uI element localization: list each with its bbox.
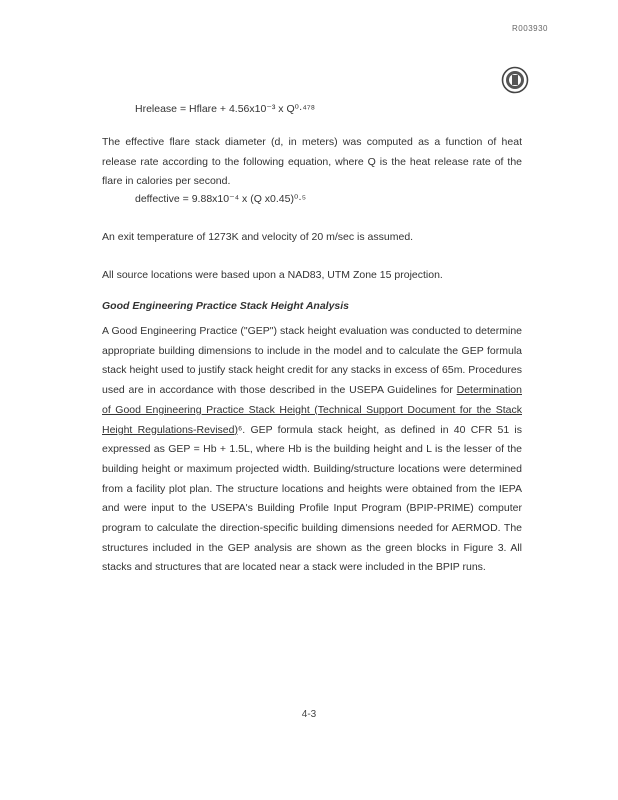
paragraph-gep-analysis xyxy=(102,322,522,578)
company-logo xyxy=(501,66,529,94)
section-heading: Good Engineering Practice Stack Height Analysis xyxy=(102,300,350,312)
guideline-reference-link[interactable]: Determination of Good Engineering Practice Stack Height (Technical Support Document for the Stack Height Regulations-Revised) xyxy=(102,384,522,436)
gep-text-part2: ⁶. GEP formula stack height, as defined in 40 CFR 51 is expressed as GEP = Hb + 1.5L, where Hb is the building height and L is the lesser of the building height or maximum projected width. Building/structure locations were determined from a facility plot plan. The structure locations and heights were obtained from the IEPA and were input to the USEPA's Building Profile Input Program (BPIP-PRIME) computer program to calculate the direction-specific building dimensions needed for AERMOD. The structures included in the GEP analysis are shown as the green blocks in Figure 3. All stacks and structures that are located near a stack were included in the BPIP runs. xyxy=(102,423,522,574)
document-number: R003930 xyxy=(512,24,548,33)
gep-text-part1: A Good Engineering Practice ("GEP") stack height evaluation was conducted to determine appropriate building dimensions to include in the model and to calculate the GEP formula stack height used to justify stack height credit for any stacks in excess of 65m. Procedures used are in accordance with those described in the USEPA Guidelines for xyxy=(102,325,522,397)
page-number: 4-3 xyxy=(301,709,317,720)
diameter-equation: deffective = 9.88x10⁻⁴ x (Q x0.45)⁰·⁵ xyxy=(135,193,307,205)
paragraph-source-locations: All source locations were based upon a NAD83, UTM Zone 15 projection. xyxy=(102,269,443,281)
paragraph-exit-temperature: An exit temperature of 1273K and velocity of 20 m/sec is assumed. xyxy=(102,231,414,243)
release-height-equation: Hrelease = Hflare + 4.56x10⁻³ x Q⁰·⁴⁷⁸ xyxy=(135,103,316,115)
paragraph-diameter-intro: The effective flare stack diameter (d, in meters) was computed as a function of heat release rate according to the following equation, where Q is the heat release rate of the flare in calories per second. xyxy=(102,136,522,188)
